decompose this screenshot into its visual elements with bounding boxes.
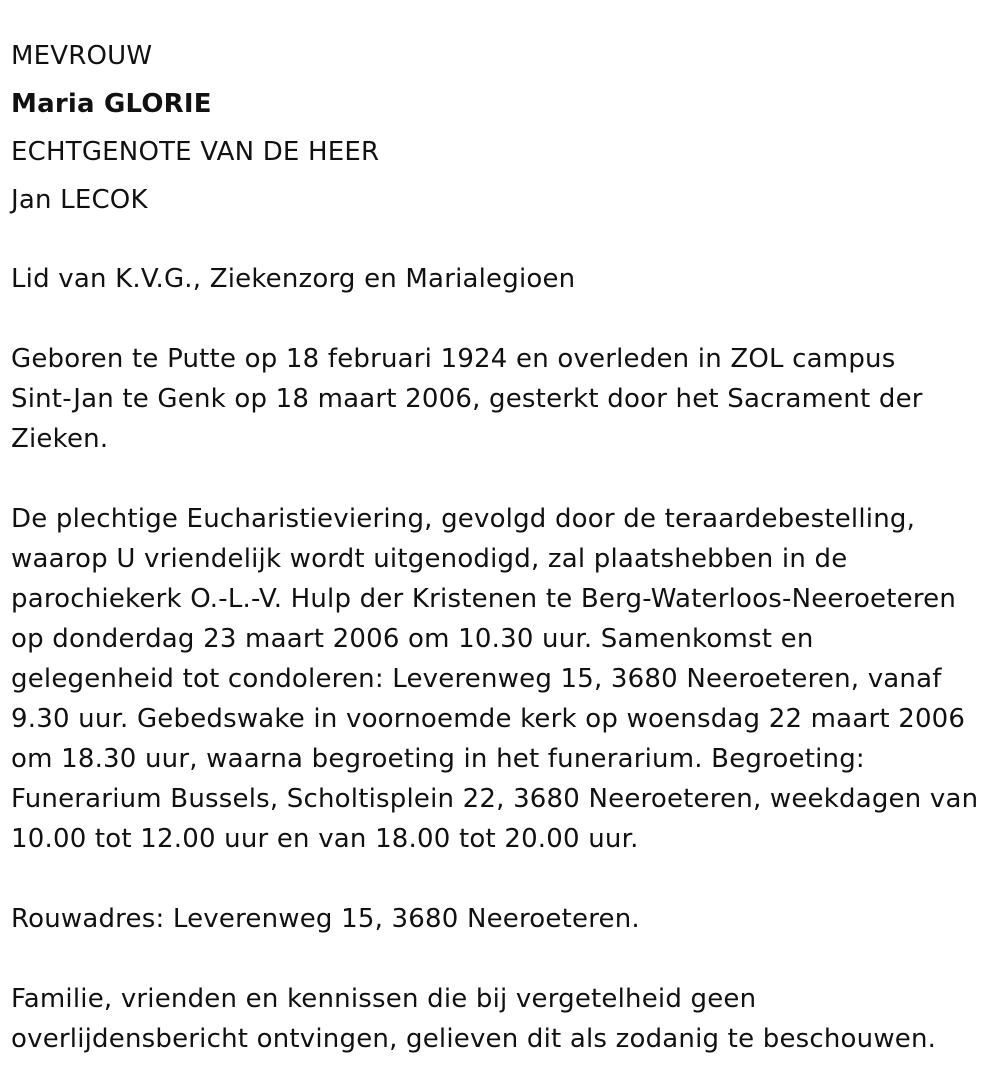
title-honorific: MEVROUW (11, 41, 153, 71)
membership-line: Lid van K.V.G., Ziekenzorg en Marialegioen (11, 264, 576, 294)
birth-death-line-2: Sint-Jan te Genk op 18 maart 2006, gesterkt door het Sacrament der (11, 384, 923, 414)
birth-death-line-1: Geboren te Putte op 18 februari 1924 en overleden in ZOL campus (11, 344, 896, 374)
ceremony-line-3: parochiekerk O.-L.-V. Hulp der Kristenen te Berg-Waterloos-Neeroeteren (11, 584, 957, 614)
mourning-address: Rouwadres: Leverenweg 15, 3680 Neeroeteren. (11, 904, 640, 934)
ceremony-line-5: gelegenheid tot condoleren: Leverenweg 15, 3680 Neeroeteren, vanaf (11, 664, 942, 694)
ceremony-line-6: 9.30 uur. Gebedswake in voornoemde kerk op woensdag 22 maart 2006 (11, 704, 966, 734)
relation-line: ECHTGENOTE VAN DE HEER (11, 137, 380, 167)
ceremony-line-1: De plechtige Eucharistieviering, gevolgd door de teraardebestelling, (11, 504, 916, 534)
ceremony-line-9: 10.00 tot 12.00 uur en van 18.00 tot 20.00 uur. (11, 824, 639, 854)
ceremony-line-7: om 18.30 uur, waarna begroeting in het funerarium. Begroeting: (11, 744, 865, 774)
ceremony-line-4: op donderdag 23 maart 2006 om 10.30 uur. Samenkomst en (11, 624, 814, 654)
notice-line-2: overlijdensbericht ontvingen, gelieven dit als zodanig te beschouwen. (11, 1024, 937, 1054)
ceremony-line-2: waarop U vriendelijk wordt uitgenodigd, zal plaatshebben in de (11, 544, 848, 574)
spouse-name: Jan LECOK (11, 185, 148, 215)
birth-death-line-3: Zieken. (11, 424, 109, 454)
notice-line-1: Familie, vrienden en kennissen die bij vergetelheid geen (11, 984, 757, 1014)
deceased-name: Maria GLORIE (11, 89, 212, 119)
ceremony-line-8: Funerarium Bussels, Scholtisplein 22, 3680 Neeroeteren, weekdagen van (11, 784, 979, 814)
